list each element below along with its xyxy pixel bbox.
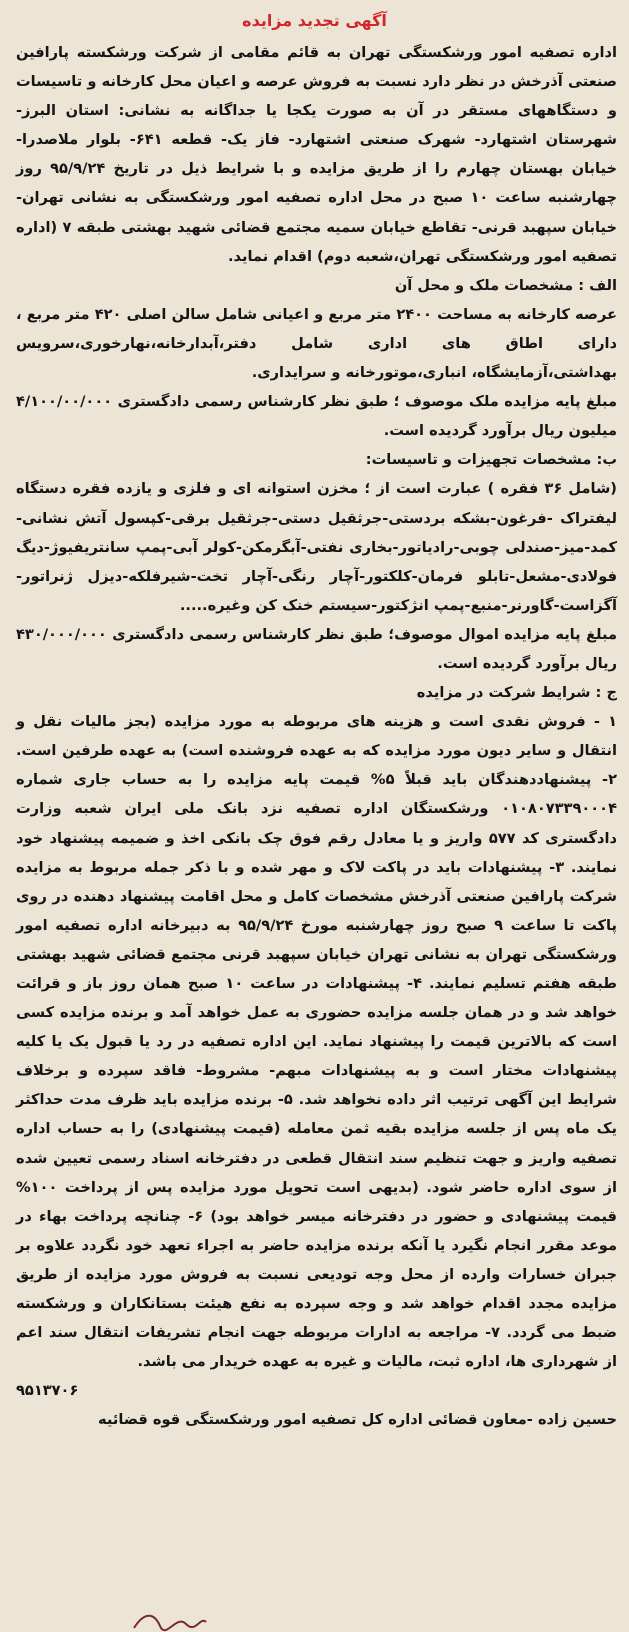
- section-c-heading: ج : شرایط شرکت در مزایده: [416, 684, 617, 702]
- section-a-heading: الف : مشخصات ملک و محل آن: [394, 276, 617, 294]
- title-block: [10, 4, 619, 38]
- notice-code: ۹۵۱۳۷۰۶: [16, 1382, 79, 1400]
- intro-paragraph: اداره تصفیه امور ورشکستگی تهران به قائم مقامی از شرکت ورشکسته پارافین صنعتی آذرخش در نظر دارد نسبت به فروش عرصه و اعیان محل کارخانه و تاسیسات و دستگاههای مستقر در آن به صورت یکجا یا جداگانه به نشانی: استان البرز- شهرستان اشتهارد- شهرک صنعتی اشتهارد- فاز یک- قطعه ۶۴۱- بلوار ملاصدرا- خیابان بهستان چهارم را از طریق مزایده و با شرایط ذیل در تاریخ ۹۵/۹/۲۴ روز چهارشنبه ساعت ۱۰ صبح در محل اداره تصفیه امور ورشکستگی به نشانی تهران- خیابان سپهبد قرنی- تقاطع خیابان سمیه مجتمع قضائی شهید بهشتی طبقه ۷ (اداره تصفیه امور ورشکستگی تهران،شعبه دوم) اقدام نماید.: [16, 44, 617, 265]
- handwritten-mark: [130, 1608, 210, 1632]
- signature-line: حسین زاده -معاون قضائی اداره کل تصفیه امور ورشکستگی قوه قضائیه: [98, 1411, 617, 1429]
- section-a-text: عرصه کارخانه به مساحت ۲۴۰۰ متر مربع و اعیانی شامل سالن اصلی ۴۲۰ متر مربع ، دارای اطاق های اداری شامل دفتر،آبدارخانه،نهارخوری،سرویس بهداشتی،آزمایشگاه، انباری،موتورخانه و سرایداری.: [16, 305, 618, 382]
- section-b-price: مبلغ پایه مزایده اموال موصوف؛ طبق نظر کارشناس رسمی دادگستری ۴۳۰/۰۰۰/۰۰۰ ریال برآورد گردیده است.: [16, 625, 617, 672]
- section-a-price: مبلغ پایه مزایده ملک موصوف ؛ طبق نظر کارشناس رسمی دادگستری ۴/۱۰۰/۰۰/۰۰۰ میلیون ریال برآورد گردیده است.: [16, 393, 617, 440]
- notice-body: [10, 38, 619, 1435]
- section-c-text: ۱ - فروش نقدی است و هزینه های مربوطه به مورد مزایده (بجز مالیات نقل و انتقال و سایر دیون مورد مزایده که به عهده فروشنده است) به عهده طرفین است. ۲- پیشنهاددهندگان باید قبلاً ۵% قیمت پایه مزایده را به حساب جاری شماره ۰۱۰۸۰۷۳۳۹۰۰۰۴ ورشکستگان اداره تصفیه نزد بانک ملی ایران شعبه وزارت دادگستری کد ۵۷۷ واریز و یا معادل رقم فوق چک بانکی اخذ و ضمیمه پیشنهاد خود نمایند. ۳- پیشنهادات باید در پاکت لاک و مهر شده و با ذکر جمله مربوط به مزایده شرکت پارافین صنعتی آذرخش مشخصات کامل و محل اقامت پیشنهاد دهنده در روی پاکت تا ساعت ۹ صبح روز چهارشنبه مورخ ۹۵/۹/۲۴ به دبیرخانه اداره تصفیه امور ورشکستگی تهران به نشانی تهران خیابان سپهبد قرنی مجتمع قضائی شهید بهشتی طبقه هفتم تسلیم نمایند. ۴- پیشنهادات در ساعت ۱۰ صبح همان روز باز و قرائت خواهد شد و در همان جلسه مزایده حضوری به عمل خواهد آمد و برنده مزایده کسی است که بالاترین قیمت را پیشنهاد نماید. این اداره تصفیه در رد یا قبول یک یا کلیه پیشنهادات مختار است و به پیشنهادات مبهم- مشروط- فاقد سپرده و برخلاف شرایط این آگهی ترتیب اثر داده نخواهد شد. ۵- برنده مزایده باید ظرف مدت حداکثر یک ماه پس از جلسه مزایده بقیه ثمن معامله (قیمت پیشنهادی) را به حساب اداره تصفیه واریز و جهت تنظیم سند انتقال قطعی در دفترخانه اسناد رسمی تعیین شده از سوی اداره حاضر شود. (بدیهی است تحویل مورد مزایده پس از پرداخت ۱۰۰% قیمت پیشنهادی و حضور در دفترخانه میسر خواهد بود) ۶- چنانچه پرداخت بهاء در موعد مقرر انجام نگیرد یا آنکه برنده مزایده حاضر به اجراء تعهد خود نگردد علاوه بر جبران خسارات وارده از محل وجه تودیعی نسبت به فروش مورد مزایده از طریق مزایده مجدد اقدام خواهد شد و وجه سپرده به نفع هیئت بستانکاران و ورشکسته ضبط می گردد. ۷- مراجعه به ادارات مربوطه جهت انجام تشریفات انتقال سند اعم از شهرداری ها، اداره ثبت، مالیات و غیره به عهده خریدار می باشد.: [16, 713, 618, 1371]
- notice-title: آگهی تجدید مزایده: [242, 11, 387, 30]
- section-b-text: (شامل ۳۶ فقره ) عبارت است از ؛ مخزن استوانه ای و فلزی و یازده فقره دستگاه لیفتراک -فرغون-بشکه بردستی-جرثقیل دستی-جرثقیل برقی-کپسول آتش نشانی-کمد-میز-صندلی چوبی-رادیاتور-بخاری نفتی-آبگرمکن-کولر آبی-پمپ سانتریفیوژ-دیگ فولادی-مشعل-تابلو فرمان-کلکتور-آچار رنگی-آچار تخت-شیرفلکه-دیزل ژنراتور-آگزاست-گاورنر-منبع-پمپ انژکتور-سیستم خنک کن وغیره.....: [16, 480, 617, 614]
- section-b-heading: ب: مشخصات تجهیزات و تاسیسات:: [365, 451, 617, 469]
